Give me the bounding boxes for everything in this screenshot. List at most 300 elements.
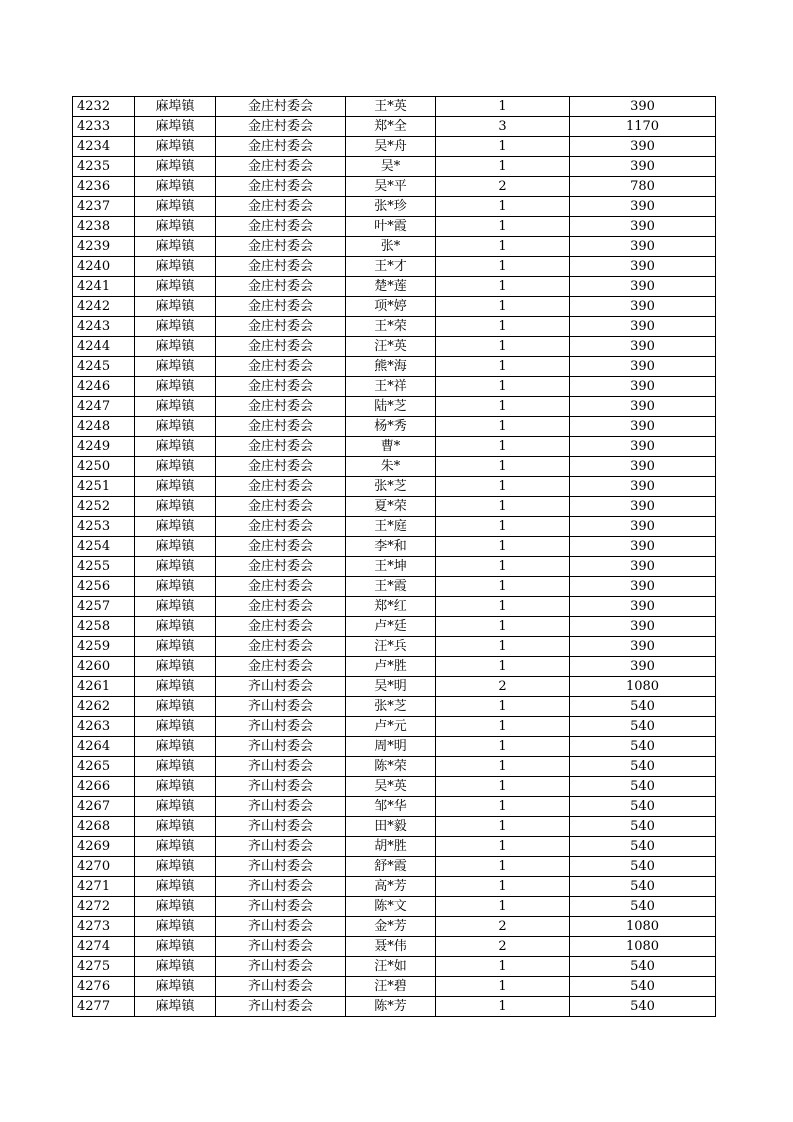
town-cell: 麻埠镇 — [135, 677, 216, 697]
village-committee-cell: 金庄村委会 — [216, 477, 346, 497]
name-cell: 金*芳 — [346, 917, 436, 937]
name-cell: 李*和 — [346, 537, 436, 557]
amount-cell: 540 — [570, 717, 716, 737]
town-cell: 麻埠镇 — [135, 257, 216, 277]
count-cell: 1 — [436, 357, 570, 377]
count-cell: 1 — [436, 257, 570, 277]
name-cell: 陈*芳 — [346, 997, 436, 1017]
table-row — [73, 817, 716, 837]
table-row — [73, 237, 716, 257]
table-body — [73, 97, 716, 1017]
record-number-cell: 4275 — [73, 957, 135, 977]
town-cell: 麻埠镇 — [135, 177, 216, 197]
village-committee-cell: 齐山村委会 — [216, 977, 346, 997]
village-committee-cell: 齐山村委会 — [216, 897, 346, 917]
table-row — [73, 657, 716, 677]
table-row — [73, 837, 716, 857]
town-cell: 麻埠镇 — [135, 197, 216, 217]
village-committee-cell: 齐山村委会 — [216, 817, 346, 837]
table-row — [73, 97, 716, 117]
record-number-cell: 4235 — [73, 157, 135, 177]
name-cell: 吴*平 — [346, 177, 436, 197]
town-cell: 麻埠镇 — [135, 797, 216, 817]
count-cell: 1 — [436, 397, 570, 417]
count-cell: 1 — [436, 757, 570, 777]
village-committee-cell: 齐山村委会 — [216, 937, 346, 957]
table-row — [73, 617, 716, 637]
village-committee-cell: 金庄村委会 — [216, 277, 346, 297]
table-row — [73, 757, 716, 777]
village-committee-cell: 金庄村委会 — [216, 137, 346, 157]
name-cell: 张*芝 — [346, 697, 436, 717]
count-cell: 1 — [436, 837, 570, 857]
village-committee-cell: 金庄村委会 — [216, 597, 346, 617]
table-row — [73, 177, 716, 197]
village-committee-cell: 齐山村委会 — [216, 797, 346, 817]
count-cell: 2 — [436, 677, 570, 697]
table-row — [73, 577, 716, 597]
name-cell: 陈*荣 — [346, 757, 436, 777]
amount-cell: 390 — [570, 217, 716, 237]
town-cell: 麻埠镇 — [135, 97, 216, 117]
count-cell: 1 — [436, 437, 570, 457]
record-number-cell: 4252 — [73, 497, 135, 517]
name-cell: 陆*芝 — [346, 397, 436, 417]
table-row — [73, 637, 716, 657]
table-row — [73, 497, 716, 517]
table-row — [73, 597, 716, 617]
name-cell: 卢*元 — [346, 717, 436, 737]
town-cell: 麻埠镇 — [135, 817, 216, 837]
name-cell: 张*珍 — [346, 197, 436, 217]
name-cell: 吴*英 — [346, 777, 436, 797]
record-number-cell: 4267 — [73, 797, 135, 817]
record-number-cell: 4250 — [73, 457, 135, 477]
name-cell: 汪*英 — [346, 337, 436, 357]
record-number-cell: 4251 — [73, 477, 135, 497]
village-committee-cell: 金庄村委会 — [216, 457, 346, 477]
village-committee-cell: 金庄村委会 — [216, 317, 346, 337]
record-number-cell: 4255 — [73, 557, 135, 577]
table-row — [73, 157, 716, 177]
name-cell: 郑*红 — [346, 597, 436, 617]
record-number-cell: 4268 — [73, 817, 135, 837]
name-cell: 卢*廷 — [346, 617, 436, 637]
amount-cell: 390 — [570, 557, 716, 577]
village-committee-cell: 金庄村委会 — [216, 177, 346, 197]
name-cell: 田*毅 — [346, 817, 436, 837]
amount-cell: 390 — [570, 297, 716, 317]
table-row — [73, 217, 716, 237]
count-cell: 1 — [436, 237, 570, 257]
table-row — [73, 297, 716, 317]
count-cell: 1 — [436, 777, 570, 797]
amount-cell: 390 — [570, 317, 716, 337]
table-row — [73, 857, 716, 877]
village-committee-cell: 金庄村委会 — [216, 337, 346, 357]
amount-cell: 540 — [570, 997, 716, 1017]
village-committee-cell: 金庄村委会 — [216, 237, 346, 257]
record-number-cell: 4254 — [73, 537, 135, 557]
count-cell: 2 — [436, 177, 570, 197]
table-row — [73, 937, 716, 957]
record-number-cell: 4270 — [73, 857, 135, 877]
town-cell: 麻埠镇 — [135, 737, 216, 757]
amount-cell: 390 — [570, 397, 716, 417]
table-row — [73, 377, 716, 397]
village-committee-cell: 齐山村委会 — [216, 737, 346, 757]
village-committee-cell: 齐山村委会 — [216, 677, 346, 697]
name-cell: 汪*如 — [346, 957, 436, 977]
count-cell: 1 — [436, 977, 570, 997]
amount-cell: 390 — [570, 497, 716, 517]
table-row — [73, 437, 716, 457]
name-cell: 吴*舟 — [346, 137, 436, 157]
amount-cell: 390 — [570, 657, 716, 677]
village-committee-cell: 金庄村委会 — [216, 517, 346, 537]
name-cell: 王*霞 — [346, 577, 436, 597]
table-row — [73, 737, 716, 757]
table-row — [73, 457, 716, 477]
name-cell: 舒*霞 — [346, 857, 436, 877]
village-committee-cell: 金庄村委会 — [216, 577, 346, 597]
count-cell: 1 — [436, 197, 570, 217]
record-number-cell: 4242 — [73, 297, 135, 317]
record-number-cell: 4244 — [73, 337, 135, 357]
record-number-cell: 4238 — [73, 217, 135, 237]
village-committee-cell: 金庄村委会 — [216, 497, 346, 517]
town-cell: 麻埠镇 — [135, 477, 216, 497]
town-cell: 麻埠镇 — [135, 877, 216, 897]
table-row — [73, 677, 716, 697]
amount-cell: 390 — [570, 257, 716, 277]
village-committee-cell: 金庄村委会 — [216, 257, 346, 277]
count-cell: 1 — [436, 617, 570, 637]
record-number-cell: 4245 — [73, 357, 135, 377]
amount-cell: 1080 — [570, 937, 716, 957]
amount-cell: 390 — [570, 457, 716, 477]
record-number-cell: 4262 — [73, 697, 135, 717]
name-cell: 夏*荣 — [346, 497, 436, 517]
village-committee-cell: 金庄村委会 — [216, 97, 346, 117]
village-committee-cell: 齐山村委会 — [216, 697, 346, 717]
table-row — [73, 797, 716, 817]
table-row — [73, 977, 716, 997]
record-number-cell: 4263 — [73, 717, 135, 737]
table-row — [73, 137, 716, 157]
count-cell: 1 — [436, 97, 570, 117]
amount-cell: 390 — [570, 377, 716, 397]
town-cell: 麻埠镇 — [135, 517, 216, 537]
count-cell: 1 — [436, 217, 570, 237]
record-number-cell: 4276 — [73, 977, 135, 997]
village-committee-cell: 齐山村委会 — [216, 917, 346, 937]
record-number-cell: 4257 — [73, 597, 135, 617]
table-row — [73, 537, 716, 557]
record-number-cell: 4241 — [73, 277, 135, 297]
name-cell: 卢*胜 — [346, 657, 436, 677]
table-row — [73, 777, 716, 797]
amount-cell: 540 — [570, 797, 716, 817]
town-cell: 麻埠镇 — [135, 497, 216, 517]
town-cell: 麻埠镇 — [135, 957, 216, 977]
record-number-cell: 4277 — [73, 997, 135, 1017]
village-committee-cell: 齐山村委会 — [216, 757, 346, 777]
record-number-cell: 4232 — [73, 97, 135, 117]
amount-cell: 390 — [570, 617, 716, 637]
village-committee-cell: 金庄村委会 — [216, 157, 346, 177]
record-number-cell: 4271 — [73, 877, 135, 897]
count-cell: 1 — [436, 457, 570, 477]
town-cell: 麻埠镇 — [135, 977, 216, 997]
table-row — [73, 417, 716, 437]
table-row — [73, 277, 716, 297]
record-number-cell: 4261 — [73, 677, 135, 697]
count-cell: 1 — [436, 957, 570, 977]
record-number-cell: 4260 — [73, 657, 135, 677]
table-row — [73, 897, 716, 917]
count-cell: 1 — [436, 797, 570, 817]
town-cell: 麻埠镇 — [135, 657, 216, 677]
table-row — [73, 197, 716, 217]
record-number-cell: 4233 — [73, 117, 135, 137]
record-number-cell: 4253 — [73, 517, 135, 537]
town-cell: 麻埠镇 — [135, 137, 216, 157]
amount-cell: 390 — [570, 157, 716, 177]
name-cell: 叶*霞 — [346, 217, 436, 237]
amount-cell: 1080 — [570, 677, 716, 697]
town-cell: 麻埠镇 — [135, 757, 216, 777]
town-cell: 麻埠镇 — [135, 437, 216, 457]
village-committee-cell: 金庄村委会 — [216, 637, 346, 657]
name-cell: 王*祥 — [346, 377, 436, 397]
village-committee-cell: 金庄村委会 — [216, 617, 346, 637]
town-cell: 麻埠镇 — [135, 857, 216, 877]
table-row — [73, 337, 716, 357]
village-committee-cell: 齐山村委会 — [216, 837, 346, 857]
village-committee-cell: 金庄村委会 — [216, 197, 346, 217]
town-cell: 麻埠镇 — [135, 577, 216, 597]
count-cell: 1 — [436, 137, 570, 157]
table-row — [73, 697, 716, 717]
village-committee-cell: 金庄村委会 — [216, 397, 346, 417]
amount-cell: 540 — [570, 877, 716, 897]
village-committee-cell: 金庄村委会 — [216, 377, 346, 397]
count-cell: 1 — [436, 717, 570, 737]
amount-cell: 390 — [570, 477, 716, 497]
town-cell: 麻埠镇 — [135, 397, 216, 417]
town-cell: 麻埠镇 — [135, 917, 216, 937]
village-committee-cell: 金庄村委会 — [216, 437, 346, 457]
count-cell: 1 — [436, 497, 570, 517]
town-cell: 麻埠镇 — [135, 557, 216, 577]
village-committee-cell: 齐山村委会 — [216, 957, 346, 977]
name-cell: 张* — [346, 237, 436, 257]
amount-cell: 390 — [570, 197, 716, 217]
town-cell: 麻埠镇 — [135, 117, 216, 137]
name-cell: 王*坤 — [346, 557, 436, 577]
count-cell: 3 — [436, 117, 570, 137]
record-number-cell: 4258 — [73, 617, 135, 637]
amount-cell: 540 — [570, 817, 716, 837]
count-cell: 1 — [436, 337, 570, 357]
record-number-cell: 4274 — [73, 937, 135, 957]
town-cell: 麻埠镇 — [135, 157, 216, 177]
record-number-cell: 4237 — [73, 197, 135, 217]
amount-cell: 390 — [570, 337, 716, 357]
amount-cell: 390 — [570, 97, 716, 117]
amount-cell: 390 — [570, 637, 716, 657]
table-row — [73, 517, 716, 537]
table-row — [73, 957, 716, 977]
town-cell: 麻埠镇 — [135, 417, 216, 437]
name-cell: 王*庭 — [346, 517, 436, 537]
count-cell: 1 — [436, 697, 570, 717]
town-cell: 麻埠镇 — [135, 897, 216, 917]
count-cell: 1 — [436, 297, 570, 317]
town-cell: 麻埠镇 — [135, 297, 216, 317]
town-cell: 麻埠镇 — [135, 357, 216, 377]
record-number-cell: 4240 — [73, 257, 135, 277]
count-cell: 1 — [436, 277, 570, 297]
table-row — [73, 257, 716, 277]
town-cell: 麻埠镇 — [135, 997, 216, 1017]
village-committee-cell: 金庄村委会 — [216, 537, 346, 557]
count-cell: 2 — [436, 917, 570, 937]
table-row — [73, 877, 716, 897]
name-cell: 王*荣 — [346, 317, 436, 337]
name-cell: 高*芳 — [346, 877, 436, 897]
count-cell: 1 — [436, 817, 570, 837]
table-row — [73, 397, 716, 417]
town-cell: 麻埠镇 — [135, 697, 216, 717]
count-cell: 1 — [436, 557, 570, 577]
amount-cell: 540 — [570, 837, 716, 857]
town-cell: 麻埠镇 — [135, 277, 216, 297]
count-cell: 1 — [436, 857, 570, 877]
amount-cell: 540 — [570, 897, 716, 917]
town-cell: 麻埠镇 — [135, 637, 216, 657]
amount-cell: 540 — [570, 697, 716, 717]
count-cell: 1 — [436, 317, 570, 337]
count-cell: 1 — [436, 737, 570, 757]
data-table — [72, 96, 716, 1017]
town-cell: 麻埠镇 — [135, 457, 216, 477]
town-cell: 麻埠镇 — [135, 317, 216, 337]
count-cell: 1 — [436, 537, 570, 557]
amount-cell: 390 — [570, 437, 716, 457]
count-cell: 1 — [436, 657, 570, 677]
record-number-cell: 4266 — [73, 777, 135, 797]
village-committee-cell: 齐山村委会 — [216, 997, 346, 1017]
amount-cell: 540 — [570, 777, 716, 797]
amount-cell: 390 — [570, 277, 716, 297]
name-cell: 朱* — [346, 457, 436, 477]
village-committee-cell: 齐山村委会 — [216, 877, 346, 897]
amount-cell: 390 — [570, 597, 716, 617]
village-committee-cell: 金庄村委会 — [216, 357, 346, 377]
name-cell: 王*才 — [346, 257, 436, 277]
amount-cell: 1080 — [570, 917, 716, 937]
record-number-cell: 4246 — [73, 377, 135, 397]
name-cell: 聂*伟 — [346, 937, 436, 957]
amount-cell: 390 — [570, 357, 716, 377]
village-committee-cell: 金庄村委会 — [216, 217, 346, 237]
village-committee-cell: 齐山村委会 — [216, 717, 346, 737]
amount-cell: 390 — [570, 137, 716, 157]
name-cell: 楚*莲 — [346, 277, 436, 297]
town-cell: 麻埠镇 — [135, 617, 216, 637]
table-row — [73, 717, 716, 737]
name-cell: 杨*秀 — [346, 417, 436, 437]
count-cell: 1 — [436, 517, 570, 537]
name-cell: 张*芝 — [346, 477, 436, 497]
village-committee-cell: 金庄村委会 — [216, 657, 346, 677]
table-row — [73, 357, 716, 377]
record-number-cell: 4247 — [73, 397, 135, 417]
name-cell: 吴*明 — [346, 677, 436, 697]
amount-cell: 390 — [570, 577, 716, 597]
town-cell: 麻埠镇 — [135, 377, 216, 397]
record-number-cell: 4236 — [73, 177, 135, 197]
village-committee-cell: 齐山村委会 — [216, 857, 346, 877]
amount-cell: 780 — [570, 177, 716, 197]
record-number-cell: 4269 — [73, 837, 135, 857]
name-cell: 项*婷 — [346, 297, 436, 317]
table-row — [73, 997, 716, 1017]
amount-cell: 540 — [570, 857, 716, 877]
town-cell: 麻埠镇 — [135, 937, 216, 957]
count-cell: 1 — [436, 597, 570, 617]
name-cell: 周*明 — [346, 737, 436, 757]
table-row — [73, 117, 716, 137]
record-number-cell: 4248 — [73, 417, 135, 437]
table-row — [73, 317, 716, 337]
record-number-cell: 4259 — [73, 637, 135, 657]
amount-cell: 540 — [570, 977, 716, 997]
record-number-cell: 4249 — [73, 437, 135, 457]
town-cell: 麻埠镇 — [135, 337, 216, 357]
village-committee-cell: 金庄村委会 — [216, 117, 346, 137]
record-number-cell: 4234 — [73, 137, 135, 157]
village-committee-cell: 齐山村委会 — [216, 777, 346, 797]
amount-cell: 540 — [570, 757, 716, 777]
amount-cell: 1170 — [570, 117, 716, 137]
count-cell: 1 — [436, 877, 570, 897]
record-number-cell: 4272 — [73, 897, 135, 917]
record-number-cell: 4239 — [73, 237, 135, 257]
amount-cell: 390 — [570, 517, 716, 537]
count-cell: 1 — [436, 417, 570, 437]
count-cell: 1 — [436, 377, 570, 397]
name-cell: 陈*文 — [346, 897, 436, 917]
record-number-cell: 4265 — [73, 757, 135, 777]
town-cell: 麻埠镇 — [135, 777, 216, 797]
town-cell: 麻埠镇 — [135, 537, 216, 557]
name-cell: 汪*碧 — [346, 977, 436, 997]
name-cell: 曹* — [346, 437, 436, 457]
name-cell: 郑*全 — [346, 117, 436, 137]
table-row — [73, 557, 716, 577]
count-cell: 1 — [436, 577, 570, 597]
village-committee-cell: 金庄村委会 — [216, 557, 346, 577]
town-cell: 麻埠镇 — [135, 837, 216, 857]
record-number-cell: 4243 — [73, 317, 135, 337]
count-cell: 1 — [436, 637, 570, 657]
count-cell: 1 — [436, 897, 570, 917]
amount-cell: 390 — [570, 237, 716, 257]
count-cell: 1 — [436, 997, 570, 1017]
